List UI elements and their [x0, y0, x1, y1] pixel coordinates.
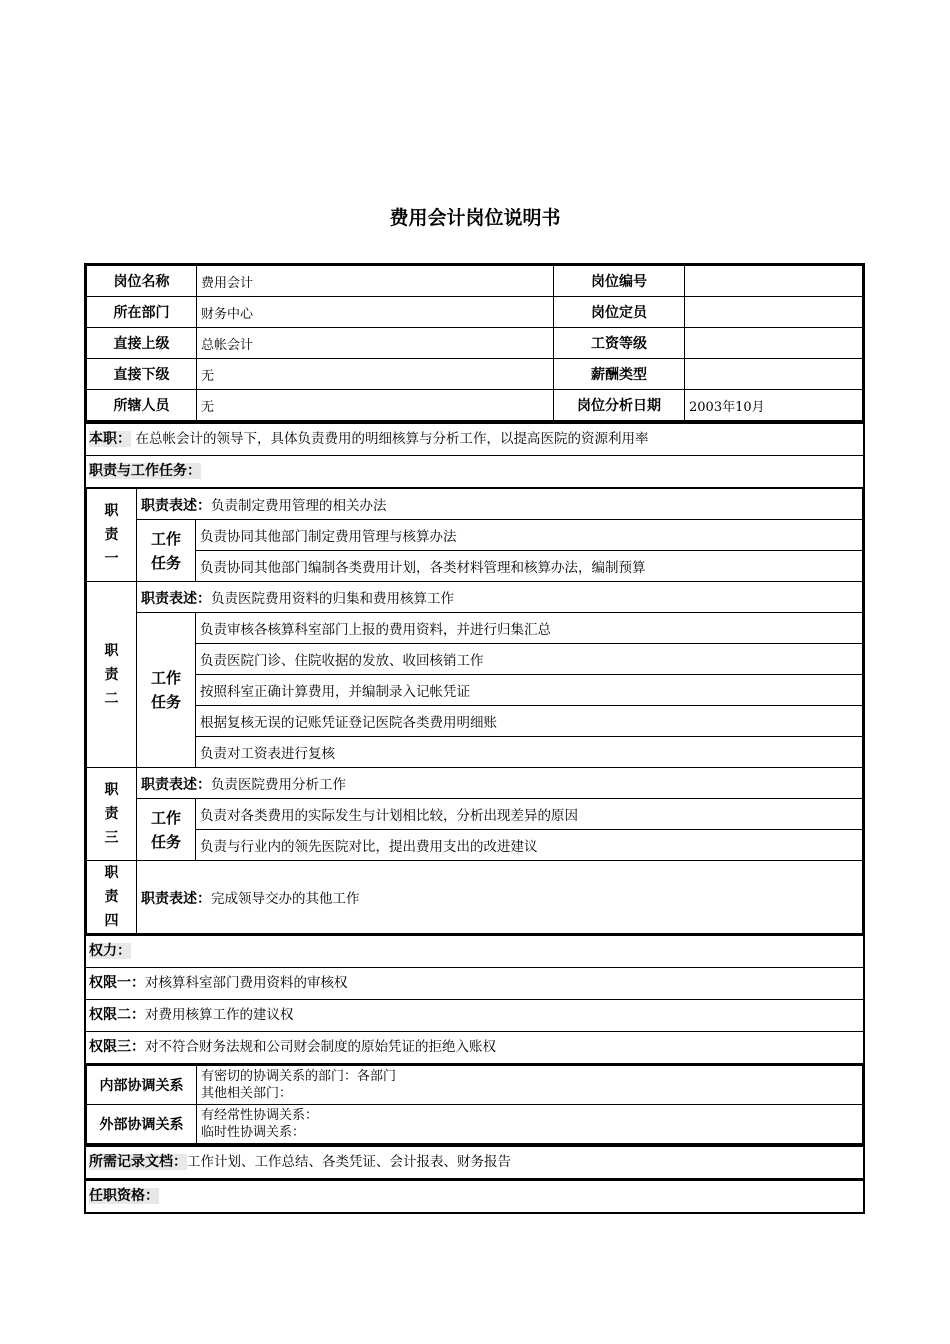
job-summary-label: 本职：: [89, 431, 131, 447]
duties-section: [84, 488, 865, 936]
duty-statement-text: 负责医院费用资料的归集和费用核算工作: [211, 590, 454, 607]
field-label: 岗位分析日期: [554, 390, 685, 421]
task-item: 负责审核各核算科室部门上报的费用资料，并进行归集汇总: [196, 613, 863, 644]
internal-relations-line2: 其他相关部门：: [201, 1086, 293, 1101]
internal-relations-label: 内部协调关系: [87, 1066, 197, 1105]
authority-item-1: [84, 968, 865, 1000]
duty-name: [87, 582, 137, 768]
authority-label: 权限三：: [89, 1039, 145, 1055]
task-item: 负责与行业内的领先医院对比，提出费用支出的改进建议: [196, 830, 863, 861]
authority-item-2: [84, 1000, 865, 1032]
basic-info-row: [87, 297, 863, 328]
task-label: [137, 520, 196, 582]
field-label: 所辖人员: [87, 390, 197, 421]
job-summary-row: [84, 422, 865, 456]
duty-task-row: [87, 675, 863, 706]
field-value: 总帐会计: [197, 328, 554, 359]
task-label-text: 工作任务: [151, 529, 182, 572]
duty-statement-label: 职责表述：: [141, 890, 211, 907]
field-value: 2003年10月: [685, 390, 863, 421]
duty-task-row: [87, 737, 863, 768]
authority-heading-row: [84, 936, 865, 968]
duty-statement: [137, 768, 863, 799]
field-value: [685, 297, 863, 328]
duty-statement-label: 职责表述：: [141, 776, 211, 793]
basic-info-row: [87, 390, 863, 421]
basic-info-row: [87, 328, 863, 359]
duty-statement-row: [87, 861, 863, 934]
external-relations-line2: 临时性协调关系：: [201, 1125, 306, 1140]
authority-label: 权限一：: [89, 975, 145, 991]
duty-statement-text: 负责医院费用分析工作: [211, 776, 346, 793]
job-summary-text: 在总帐会计的领导下，具体负责费用的明细核算与分析工作，以提高医院的资源利用率: [135, 431, 649, 447]
field-label: 直接下级: [87, 359, 197, 390]
task-label-text: 工作任务: [151, 808, 182, 851]
task-label: [137, 799, 196, 861]
basic-info-table: [86, 265, 863, 421]
duties-heading: 职责与工作任务：: [89, 463, 201, 479]
duty-task-row: [87, 706, 863, 737]
duty-statement-row: [87, 768, 863, 799]
records-row: [84, 1145, 865, 1179]
duty-statement: [137, 582, 863, 613]
field-label: 岗位名称: [87, 266, 197, 297]
duty-task-row: [87, 613, 863, 644]
qualifications-label: 任职资格：: [89, 1188, 159, 1204]
relations-table: [86, 1065, 863, 1144]
field-label: 直接上级: [87, 328, 197, 359]
duty-name: [87, 861, 137, 934]
duty-name-text: 职责四: [104, 865, 119, 929]
task-item: 负责对工资表进行复核: [196, 737, 863, 768]
authority-text: 对费用核算工作的建议权: [145, 1007, 294, 1023]
field-value: 无: [197, 359, 554, 390]
duty-task-row: [87, 830, 863, 861]
field-label: 工资等级: [554, 328, 685, 359]
task-item: 按照科室正确计算费用，并编制录入记帐凭证: [196, 675, 863, 706]
task-item: 根据复核无误的记账凭证登记医院各类费用明细账: [196, 706, 863, 737]
duty-statement: [137, 861, 863, 934]
field-value: [685, 266, 863, 297]
authority-item-3: [84, 1032, 865, 1065]
basic-info-row: [87, 266, 863, 297]
duties-table: [86, 488, 863, 934]
authority-heading: 权力：: [89, 943, 131, 959]
task-label: [137, 613, 196, 768]
field-label: 岗位定员: [554, 297, 685, 328]
job-description-form: [84, 263, 865, 1214]
authority-text: 对不符合财务法规和公司财会制度的原始凭证的拒绝入账权: [145, 1039, 496, 1055]
duty-task-row: [87, 551, 863, 582]
field-value: [685, 328, 863, 359]
task-item: 负责协同其他部门制定费用管理与核算办法: [196, 520, 863, 551]
field-value: 费用会计: [197, 266, 554, 297]
basic-info-row: [87, 359, 863, 390]
qualifications-row: [84, 1179, 865, 1214]
field-label: 薪酬类型: [554, 359, 685, 390]
records-label: 所需记录文档：: [89, 1154, 187, 1170]
external-relations-line1: 有经常性协调关系：: [201, 1108, 319, 1123]
relations-section: [84, 1065, 865, 1145]
duty-statement-label: 职责表述：: [141, 590, 211, 607]
duty-statement-label: 职责表述：: [141, 497, 211, 514]
duty-name: [87, 489, 137, 582]
basic-info-section: [84, 263, 865, 422]
task-item: 负责对各类费用的实际发生与计划相比较，分析出现差异的原因: [196, 799, 863, 830]
authority-label: 权限二：: [89, 1007, 145, 1023]
document-title: 费用会计岗位说明书: [389, 207, 561, 229]
duty-task-row: [87, 799, 863, 830]
task-label-text: 工作任务: [151, 669, 182, 711]
authority-text: 对核算科室部门费用资料的审核权: [145, 975, 348, 991]
task-item: 负责医院门诊、住院收据的发放、收回核销工作: [196, 644, 863, 675]
external-relations-label: 外部协调关系: [87, 1105, 197, 1144]
field-value: [685, 359, 863, 390]
duty-name: [87, 768, 137, 861]
records-text: 工作计划、工作总结、各类凭证、会计报表、财务报告: [187, 1154, 511, 1170]
duty-statement-row: [87, 582, 863, 613]
field-label: 所在部门: [87, 297, 197, 328]
duty-name-text: 职责一: [104, 503, 119, 567]
duty-statement: [137, 489, 863, 520]
duty-task-row: [87, 520, 863, 551]
duties-heading-row: [84, 456, 865, 488]
duty-statement-text: 完成领导交办的其他工作: [211, 890, 360, 907]
field-value: 财务中心: [197, 297, 554, 328]
duty-name-text: 职责二: [104, 642, 119, 707]
duty-name-text: 职责三: [104, 782, 119, 846]
duty-statement-row: [87, 489, 863, 520]
internal-relations-line1: 有密切的协调关系的部门：各部门: [201, 1069, 397, 1084]
duty-task-row: [87, 644, 863, 675]
task-item: 负责协同其他部门编制各类费用计划，各类材料管理和核算办法，编制预算: [196, 551, 863, 582]
field-value: 无: [197, 390, 554, 421]
field-label: 岗位编号: [554, 266, 685, 297]
duty-statement-text: 负责制定费用管理的相关办法: [211, 497, 387, 514]
